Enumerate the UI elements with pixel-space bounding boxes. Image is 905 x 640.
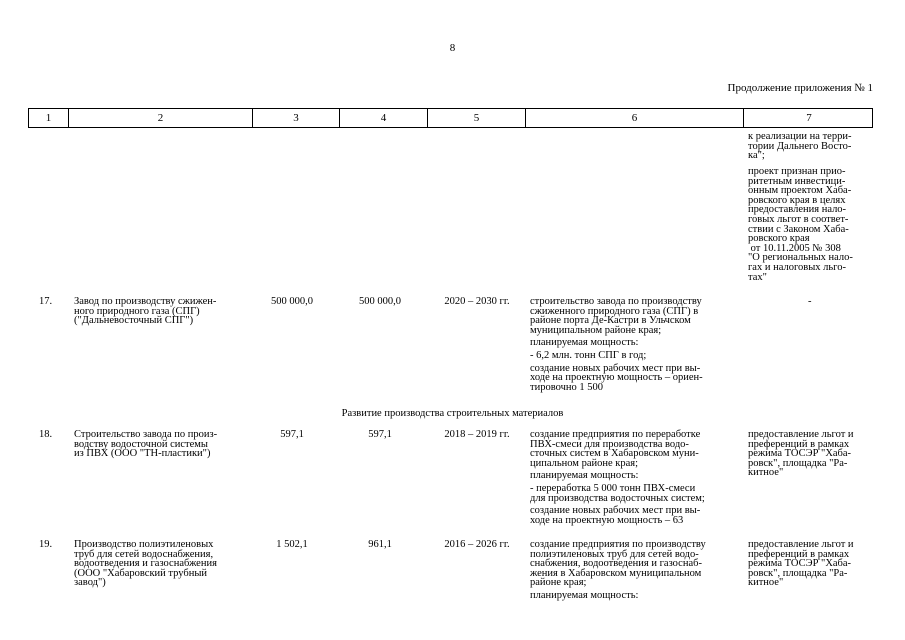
text-line: преференций в рамках (748, 438, 850, 450)
text-line: водоотведения и газоснабжения (74, 558, 217, 570)
text-line: жения в Хабаровском муниципальном (530, 567, 702, 579)
text-line: снабжения, водоотведения и газоснаб- (530, 558, 702, 570)
page-number: 8 (449, 42, 456, 54)
text-line: ровск", площадка "Ра- (748, 457, 848, 469)
carryover-note-b (748, 167, 873, 282)
project-name (74, 540, 254, 588)
project-description (530, 540, 740, 601)
column-header: 2 (68, 109, 252, 127)
cost-total: 1 502,1 (276, 539, 308, 550)
text-line: для производства водосточных систем; (530, 492, 705, 504)
text-line (530, 506, 740, 525)
table-header (28, 108, 873, 128)
text-line: онным проектом Хаба- (748, 185, 852, 197)
column-header: 4 (339, 109, 427, 127)
text-line: планируемая мощность: (530, 337, 639, 349)
cost-total: 500 000,0 (271, 296, 313, 307)
cost-remaining: 961,1 (368, 539, 392, 550)
text-line: районе порта Де-Кастри в Ульчском (530, 315, 691, 327)
text-line (530, 364, 740, 393)
text-line: ровск", площадка "Ра- (748, 567, 848, 579)
period: 2016 – 2026 гг. (444, 539, 510, 550)
text-line: Производство полиэтиленовых (74, 539, 214, 550)
text-line: создание новых рабочих мест при вы- (530, 505, 701, 517)
period: 2018 – 2019 гг. (444, 429, 510, 440)
text-line: планируемая мощность: (530, 470, 639, 482)
text-line: сжиженного природного газа (СПГ) в (530, 305, 699, 317)
text-line: муниципальном районе края; (530, 324, 662, 336)
text-line: проект признан прио- (748, 166, 846, 177)
carryover-note-a (748, 132, 873, 161)
text-line: "О региональных нало- (748, 252, 853, 264)
text-line: китное" (748, 467, 784, 479)
text-line: строительство завода по производству (530, 296, 702, 307)
cost-total: 597,1 (280, 429, 304, 440)
text-line: тории Дальнего Восто- (748, 140, 852, 152)
text-line: ровского края (748, 233, 810, 245)
column-header: 6 (525, 109, 743, 127)
text-line: Завод по производству сжижен- (74, 296, 217, 307)
text-line: ного природного газа (СПГ) (74, 305, 200, 317)
text-line: районе края; (530, 577, 587, 589)
text-line: к реализации на терри- (748, 131, 852, 142)
support-measures (748, 540, 873, 588)
row-number: 17. (39, 296, 53, 307)
text-line: из ПВХ (ООО "ТН-пластики") (74, 448, 211, 460)
column-header: 7 (743, 109, 874, 127)
text-line: режима ТОСЭР "Хаба- (748, 448, 852, 460)
text-line: преференций в рамках (748, 548, 850, 560)
support-measures: - (808, 296, 812, 307)
continuation-label: Продолжение приложения № 1 (727, 82, 873, 94)
text-line: предоставление льгот и (748, 429, 854, 440)
text-line: ритетным инвестици- (748, 175, 846, 187)
text-line: режима ТОСЭР "Хаба- (748, 558, 852, 570)
text-line: ципальном районе края; (530, 457, 639, 469)
period: 2020 – 2030 гг. (444, 296, 510, 307)
text-line: предоставления нало- (748, 204, 847, 216)
text-line: полиэтиленовых труб для сетей водо- (530, 548, 699, 560)
text-line: говых льгот в соответ- (748, 213, 849, 225)
text-line: ходе на проектную мощность – ориен- (530, 372, 703, 384)
text-line: сточных систем в Хабаровском муни- (530, 448, 699, 460)
text-line: труб для сетей водоснабжения, (74, 548, 214, 560)
row-number: 18. (39, 429, 53, 440)
text-line: создание новых рабочих мест при вы- (530, 362, 701, 374)
text-line: ка"; (748, 150, 765, 162)
text-line: планируемая мощность: (530, 589, 639, 601)
text-line: ходе на проектную мощность – 63 (530, 514, 684, 526)
project-description (530, 430, 740, 525)
text-line: предоставление льгот и (748, 539, 854, 550)
text-line (530, 484, 740, 503)
project-name (74, 430, 254, 459)
column-header: 5 (427, 109, 525, 127)
text-line: создание предприятия по переработке (530, 429, 701, 440)
text-line: - переработка 5 000 тонн ПВХ-смеси (530, 482, 696, 494)
text-line: - 6,2 млн. тонн СПГ в год; (530, 349, 647, 361)
cost-remaining: 500 000,0 (359, 296, 401, 307)
text-line: (ООО "Хабаровский трубный (74, 567, 207, 579)
project-description (530, 297, 740, 392)
row-number: 19. (39, 539, 53, 550)
text-line: китное" (748, 577, 784, 589)
text-line: ствии с Законом Хаба- (748, 223, 849, 235)
text-line: гах и налоговых льго- (748, 261, 846, 273)
project-name (74, 297, 254, 326)
cost-remaining: 597,1 (368, 429, 392, 440)
text-line: тах" (748, 271, 767, 283)
text-line: от 10.11.2005 № 308 (748, 242, 841, 254)
section-title: Развитие производства строительных материалов (341, 408, 564, 419)
text-line: водству водосточной системы (74, 438, 208, 450)
support-measures (748, 430, 873, 478)
text-line: ПВХ-смеси для производства водо- (530, 438, 689, 450)
column-header: 3 (252, 109, 339, 127)
text-line: Строительство завода по произ- (74, 429, 218, 440)
column-header: 1 (45, 112, 52, 124)
text-line: завод") (74, 577, 106, 589)
text-line: тировочно 1 500 (530, 381, 603, 393)
text-line: ("Дальневосточный СПГ") (74, 315, 194, 327)
text-line: ровского края в целях (748, 194, 846, 206)
text-line: создание предприятия по производству (530, 539, 706, 550)
